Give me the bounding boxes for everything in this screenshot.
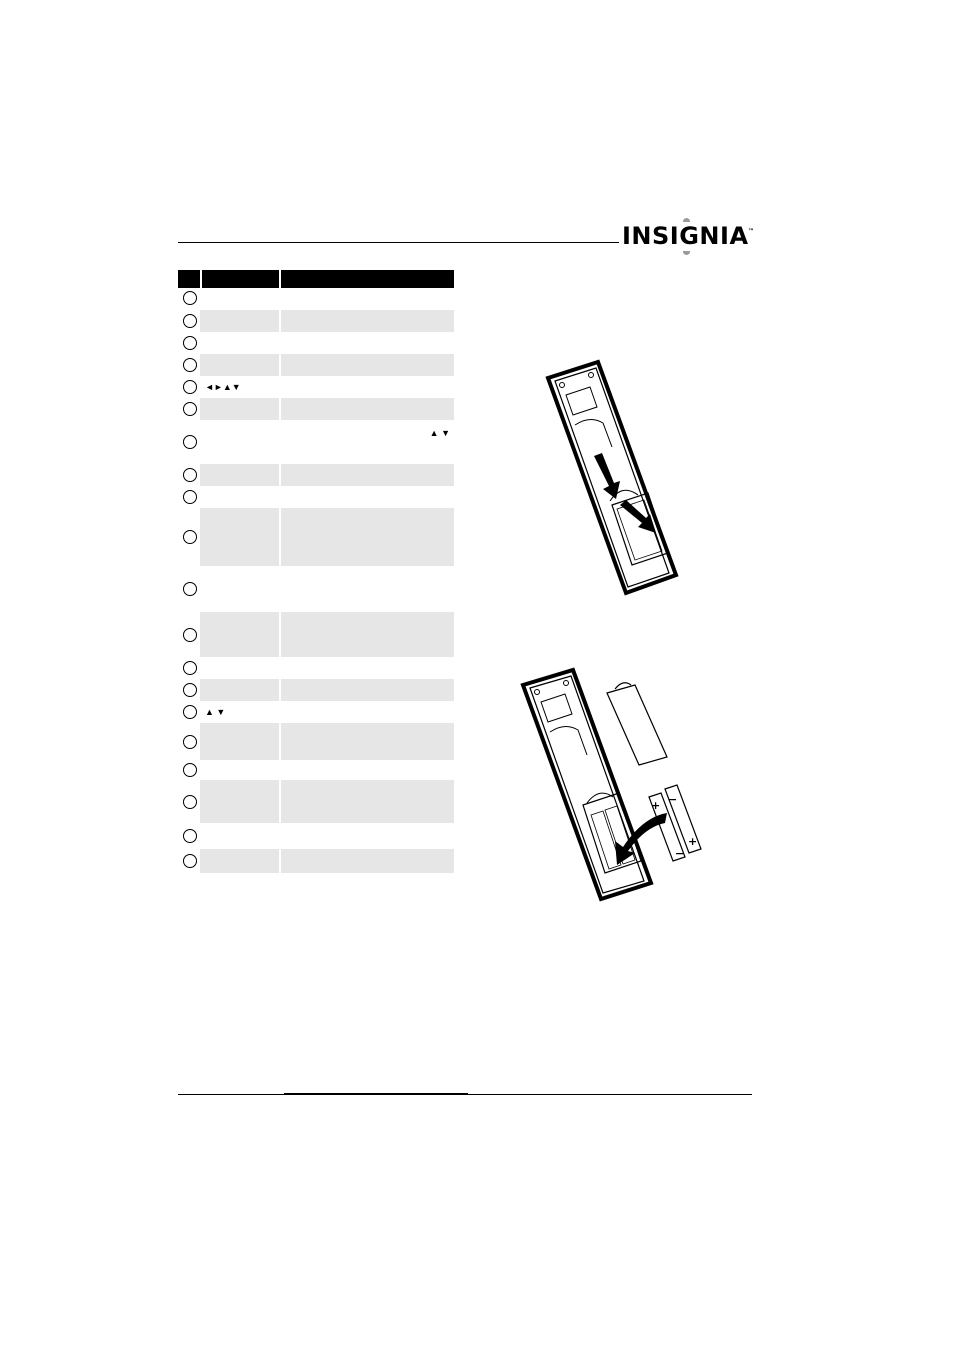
battery-minus-label: − (668, 793, 678, 806)
table-header (178, 270, 454, 288)
row-number-badge (183, 358, 197, 372)
table-row (178, 486, 454, 508)
table-row (178, 760, 454, 780)
row-number-badge (183, 683, 197, 697)
row-number-badge (183, 763, 197, 777)
battery-minus-label: − (675, 847, 685, 860)
header-rule (178, 242, 619, 243)
table-row (178, 420, 454, 464)
row-number-badge (183, 402, 197, 416)
table-row (178, 332, 454, 354)
button-description-table (178, 270, 454, 717)
table-row (178, 612, 454, 657)
brand-logo (622, 222, 754, 250)
table-row (178, 376, 454, 398)
row-number-badge (183, 795, 197, 809)
row-number-badge (183, 628, 197, 642)
row-number-badge (183, 854, 197, 868)
table-row (178, 780, 454, 823)
battery-insertion-figure (515, 665, 710, 905)
row-number-badge (183, 291, 197, 305)
row-number-badge (183, 435, 197, 449)
row-number-badge (183, 735, 197, 749)
battery-cover-icon (607, 683, 667, 765)
footer-rule-thick (284, 1093, 468, 1095)
trademark-mark: ™ (748, 228, 754, 235)
table-row (178, 657, 454, 679)
table-row (178, 354, 454, 376)
table-row (178, 287, 454, 309)
logo-accent-icon (683, 218, 690, 222)
battery-plus-label: + (651, 799, 661, 812)
row-number-badge (183, 490, 197, 504)
row-number-badge (183, 705, 197, 719)
row-number-badge (183, 380, 197, 394)
row-number-badge (183, 336, 197, 350)
table-row (178, 823, 454, 849)
table-row (178, 310, 454, 332)
battery-plus-label: + (688, 835, 698, 848)
row-number-badge (183, 468, 197, 482)
table-row (178, 566, 454, 612)
table-row (178, 701, 454, 723)
row-number-badge (183, 829, 197, 843)
button-label: ◄►▲▼ (205, 382, 241, 392)
brand-name: INSIGNIA (622, 222, 749, 250)
logo-accent-icon (683, 251, 690, 255)
remote-cover-removal-figure (540, 355, 690, 600)
row-number-badge (183, 661, 197, 675)
table-row (178, 464, 454, 486)
button-label: ▲ ▼ (205, 707, 226, 717)
button-description: ▲ ▼ (429, 428, 450, 438)
row-number-badge (183, 530, 197, 544)
table-row (178, 849, 454, 873)
table-row (178, 398, 454, 420)
table-row (178, 723, 454, 760)
row-number-badge (183, 314, 197, 328)
table-row (178, 679, 454, 701)
remote-back-icon (548, 362, 676, 593)
table-row (178, 508, 454, 566)
row-number-badge (183, 582, 197, 596)
